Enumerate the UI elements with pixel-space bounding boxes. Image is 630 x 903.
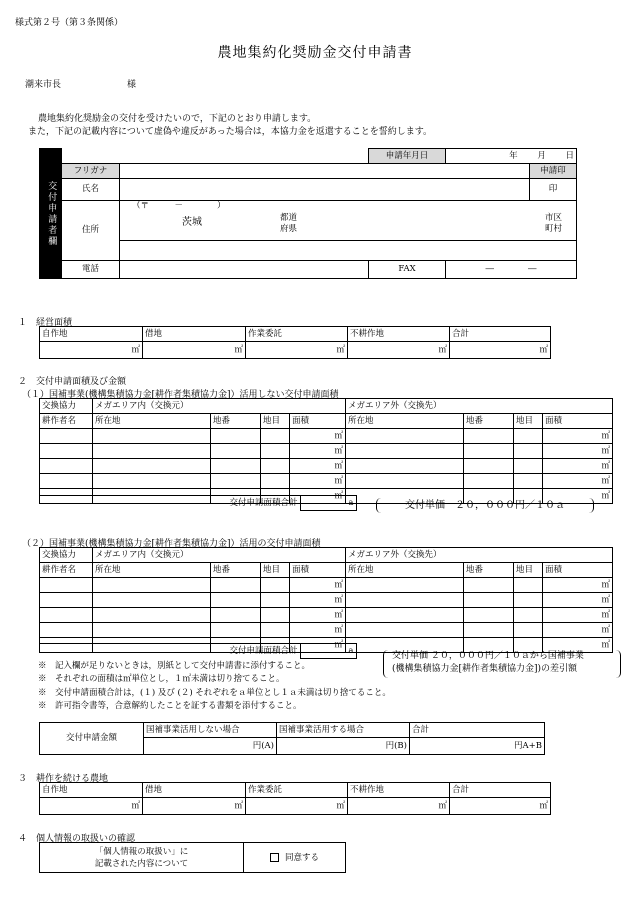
table-cell[interactable]: ㎡ [290, 608, 346, 623]
table-cell[interactable] [514, 578, 543, 593]
col-category: 地目 [514, 563, 543, 578]
table-cell[interactable]: ㎡ [543, 638, 613, 653]
table-cell[interactable] [261, 593, 290, 608]
table-row [40, 459, 613, 474]
address-label: 住所 [62, 201, 120, 261]
unit-price-2 [383, 650, 621, 678]
unit-price-1: 交付単価 ２０，０００円／１０ａ [376, 498, 594, 513]
col-area: 面積 [543, 563, 613, 578]
col-location: 所在地 [93, 414, 211, 429]
input-own[interactable]: ㎡ [40, 342, 143, 359]
mega-outside: メガエリア外（交換先） [346, 548, 613, 563]
table-row [40, 623, 613, 638]
table-cell[interactable] [93, 444, 211, 459]
table-cell[interactable] [211, 474, 261, 489]
page-title: 農地集約化奨励金交付申請書 [217, 45, 413, 61]
unit-price-2-line-1: 交付単価 ２０，０００円／１０ａから国補事業 [392, 651, 584, 661]
form-number: 様式第２号（第３条関係） [15, 18, 124, 28]
area-total-2 [39, 643, 357, 659]
amount-label: 交付申請金額 [40, 723, 144, 755]
header-own: 自作地 [40, 783, 143, 798]
table-cell[interactable]: ㎡ [543, 489, 613, 504]
table-cell[interactable] [464, 623, 514, 638]
table-cell[interactable] [211, 578, 261, 593]
phone-label: 電話 [62, 261, 120, 279]
table-cell[interactable] [261, 608, 290, 623]
name-input[interactable] [120, 179, 530, 201]
mega-inside: メガエリア内（交換元） [93, 399, 346, 414]
table-cell[interactable]: ㎡ [290, 444, 346, 459]
mega-outside: メガエリア外（交換先） [346, 399, 613, 414]
phone-input[interactable] [120, 261, 369, 279]
section-3-title: ３ 耕作を続ける農地 [18, 774, 109, 784]
table-cell[interactable] [40, 459, 93, 474]
amount-a-input[interactable]: 円(A) [144, 738, 277, 755]
amount-total-input[interactable]: 円A+B [410, 738, 545, 755]
table-cell[interactable] [211, 429, 261, 444]
table-cell[interactable] [261, 623, 290, 638]
header-lease: 借地 [143, 327, 246, 342]
day-unit: 日 [565, 150, 575, 161]
area-table-2 [39, 547, 613, 653]
table-cell[interactable] [261, 429, 290, 444]
col-lot: 地番 [464, 414, 514, 429]
table-cell[interactable]: ㎡ [543, 459, 613, 474]
table-cell[interactable] [261, 459, 290, 474]
col-area: 面積 [543, 414, 613, 429]
col-category: 地目 [261, 563, 290, 578]
name-label: 氏名 [62, 179, 120, 201]
col-lot: 地番 [211, 414, 261, 429]
fax-label: FAX [369, 261, 446, 279]
col-area: 面積 [290, 563, 346, 578]
input-total[interactable]: ㎡ [450, 798, 551, 815]
table-cell[interactable]: ㎡ [290, 578, 346, 593]
unit-price-2-line-2: (機構集積協力金[耕作者集積協力金])の差引額 [392, 664, 578, 674]
col-category: 地目 [514, 414, 543, 429]
input-lease[interactable]: ㎡ [143, 798, 246, 815]
total-input[interactable]: a [300, 496, 356, 511]
amount-table [39, 722, 545, 755]
continuing-area-table [39, 782, 551, 815]
todoufuken-1: 都道 [280, 213, 298, 223]
table-cell[interactable] [514, 429, 543, 444]
table-cell[interactable] [464, 459, 514, 474]
table-row [40, 608, 613, 623]
table-row [40, 444, 613, 459]
table-cell[interactable] [40, 444, 93, 459]
prefecture-name: 茨城 [182, 217, 202, 228]
table-cell[interactable] [40, 593, 93, 608]
shiku-2: 町村 [545, 224, 563, 234]
table-cell[interactable]: ㎡ [543, 578, 613, 593]
table-row [40, 429, 613, 444]
col-category: 地目 [261, 414, 290, 429]
date-label: 申請年月日 [369, 149, 446, 164]
table-cell[interactable] [346, 578, 464, 593]
table-cell[interactable] [514, 459, 543, 474]
table-cell[interactable] [93, 429, 211, 444]
table-cell[interactable] [346, 429, 464, 444]
postal-code: （〒 － ） [132, 201, 226, 211]
input-lease[interactable]: ㎡ [143, 342, 246, 359]
table-cell[interactable] [40, 623, 93, 638]
table-cell[interactable]: ㎡ [290, 593, 346, 608]
table-cell[interactable] [514, 444, 543, 459]
todoufuken-2: 府県 [280, 224, 298, 234]
year-unit: 年 [509, 150, 518, 161]
honorific: 様 [127, 80, 137, 90]
section-2-title: ２ 交付申請面積及び金額 [18, 377, 127, 387]
total-label: 交付申請面積合計 [39, 496, 300, 511]
input-idle[interactable]: ㎡ [348, 342, 450, 359]
privacy-question-2: 記載された内容について [94, 858, 189, 869]
table-cell[interactable] [93, 578, 211, 593]
table-cell[interactable]: ㎡ [543, 429, 613, 444]
addressee: 潮来市長 [25, 80, 62, 90]
month-unit: 月 [537, 150, 546, 161]
table-cell[interactable] [346, 623, 464, 638]
col-lot: 地番 [211, 563, 261, 578]
header-contract: 作業委託 [246, 327, 348, 342]
table-cell[interactable]: ㎡ [290, 474, 346, 489]
table-cell[interactable] [514, 474, 543, 489]
header-own: 自作地 [40, 327, 143, 342]
table-cell[interactable] [93, 593, 211, 608]
applicant-table [39, 148, 577, 279]
table-cell[interactable] [464, 474, 514, 489]
furigana-label: フリガナ [62, 164, 120, 179]
table-cell[interactable] [464, 429, 514, 444]
applicant-side-label: 交付申請者欄 [40, 149, 62, 279]
note-3: ※ 交付申請面積合計は，(１) 及び (２) それぞれをａ単位とし１ａ未満は切り捨てること。 [38, 687, 391, 698]
agree-checkbox[interactable] [270, 853, 279, 862]
management-area-table [39, 326, 551, 359]
table-cell[interactable]: ㎡ [543, 608, 613, 623]
agree-option[interactable] [244, 843, 346, 873]
subsection-1-title: （１）国補事業(機構集積協力金[耕作者集積協力金]）活用しない交付申請面積 [22, 390, 339, 400]
table-cell[interactable] [346, 459, 464, 474]
header-lease: 借地 [143, 783, 246, 798]
table-cell[interactable]: ㎡ [290, 638, 346, 653]
table-row [40, 578, 613, 593]
section-1-title: １ 経営面積 [18, 318, 73, 328]
privacy-table [39, 842, 346, 873]
table-cell[interactable] [346, 593, 464, 608]
table-cell[interactable] [261, 474, 290, 489]
note-4: ※ 許可指令書等，合意解約したことを証する書類を添付すること。 [38, 700, 302, 711]
note-1: ※ 記入欄が足りないときは，別紙として交付申請書に添付すること。 [38, 661, 311, 671]
mega-inside: メガエリア内（交換元） [93, 548, 346, 563]
col-exchange-2: 耕作者名 [40, 414, 93, 429]
table-row [40, 474, 613, 489]
input-own[interactable]: ㎡ [40, 798, 143, 815]
header-contract: 作業委託 [246, 783, 348, 798]
col-location: 所在地 [93, 563, 211, 578]
table-cell[interactable] [211, 623, 261, 638]
table-cell[interactable] [346, 474, 464, 489]
table-cell[interactable] [211, 608, 261, 623]
address-line-2[interactable] [120, 241, 577, 261]
table-row [40, 593, 613, 608]
header-total: 合計 [450, 783, 551, 798]
table-cell[interactable] [93, 623, 211, 638]
amount-col-a: 国補事業活用しない場合 [144, 723, 277, 738]
total-label: 交付申請面積合計 [39, 644, 300, 659]
header-idle: 不耕作地 [348, 783, 450, 798]
table-cell[interactable]: ㎡ [290, 459, 346, 474]
col-location: 所在地 [346, 563, 464, 578]
table-cell[interactable] [514, 593, 543, 608]
col-exchange-1: 交換協力 [40, 399, 93, 414]
table-cell[interactable]: ㎡ [543, 444, 613, 459]
subsection-2-title: （２）国補事業(機構集積協力金[耕作者集積協力金]）活用の交付申請面積 [22, 539, 321, 549]
notes [38, 660, 391, 713]
table-cell[interactable] [93, 608, 211, 623]
area-table-1 [39, 398, 613, 504]
intro-line-2: また，下記の記載内容について虚偽や違反があった場合は，本協力金を返還することを誓約します。 [28, 127, 433, 137]
table-cell[interactable] [211, 459, 261, 474]
header-idle: 不耕作地 [348, 327, 450, 342]
table-cell[interactable] [346, 608, 464, 623]
col-location: 所在地 [346, 414, 464, 429]
table-cell[interactable] [514, 623, 543, 638]
shiku-1: 市区 [545, 213, 563, 223]
table-cell[interactable]: ㎡ [290, 429, 346, 444]
table-cell[interactable] [464, 593, 514, 608]
table-cell[interactable]: ㎡ [543, 593, 613, 608]
section-4-title: ４ 個人情報の取扱いの確認 [18, 834, 136, 844]
intro-line-1: 農地集約化奨励金の交付を受けたいので，下記のとおり申請します。 [38, 114, 317, 124]
table-cell[interactable] [40, 578, 93, 593]
amount-b-input[interactable]: 円(B) [277, 738, 410, 755]
table-cell[interactable] [40, 608, 93, 623]
privacy-question-1: 「個人情報の取扱い」に [94, 846, 189, 857]
col-area: 面積 [290, 414, 346, 429]
col-exchange-2: 耕作者名 [40, 563, 93, 578]
input-contract[interactable]: ㎡ [246, 342, 348, 359]
table-cell[interactable] [346, 444, 464, 459]
table-cell[interactable]: ㎡ [543, 474, 613, 489]
table-cell[interactable] [211, 593, 261, 608]
total-input[interactable]: a [300, 644, 356, 659]
amount-col-total: 合計 [410, 723, 545, 738]
table-cell[interactable] [40, 474, 93, 489]
table-cell[interactable] [93, 459, 211, 474]
input-contract[interactable]: ㎡ [246, 798, 348, 815]
table-cell[interactable]: ㎡ [543, 623, 613, 638]
table-cell[interactable] [464, 608, 514, 623]
privacy-question [40, 843, 244, 873]
fax-input[interactable]: ― ― [446, 261, 577, 279]
seal-mark: 印 [530, 179, 577, 201]
header-total: 合計 [450, 327, 551, 342]
area-total-1 [39, 495, 357, 511]
col-exchange-1: 交換協力 [40, 548, 93, 563]
col-lot: 地番 [464, 563, 514, 578]
table-cell[interactable] [464, 444, 514, 459]
agree-label: 同意する [284, 852, 319, 863]
table-cell[interactable] [93, 474, 211, 489]
table-cell[interactable]: ㎡ [290, 623, 346, 638]
date-field[interactable] [446, 149, 577, 164]
amount-col-b: 国補事業活用する場合 [277, 723, 410, 738]
table-cell[interactable] [464, 578, 514, 593]
table-cell[interactable] [40, 429, 93, 444]
table-cell[interactable] [261, 444, 290, 459]
furigana-input[interactable] [120, 164, 530, 179]
input-idle[interactable]: ㎡ [348, 798, 450, 815]
table-cell[interactable] [261, 578, 290, 593]
table-cell[interactable]: ㎡ [290, 489, 346, 504]
table-cell[interactable] [514, 608, 543, 623]
input-total[interactable]: ㎡ [450, 342, 551, 359]
table-cell[interactable] [211, 444, 261, 459]
seal-label: 申請印 [530, 164, 577, 179]
note-2: ※ それぞれの面積は㎡単位とし，１㎡未満は切り捨てること。 [38, 674, 285, 685]
address-input[interactable] [120, 201, 577, 241]
